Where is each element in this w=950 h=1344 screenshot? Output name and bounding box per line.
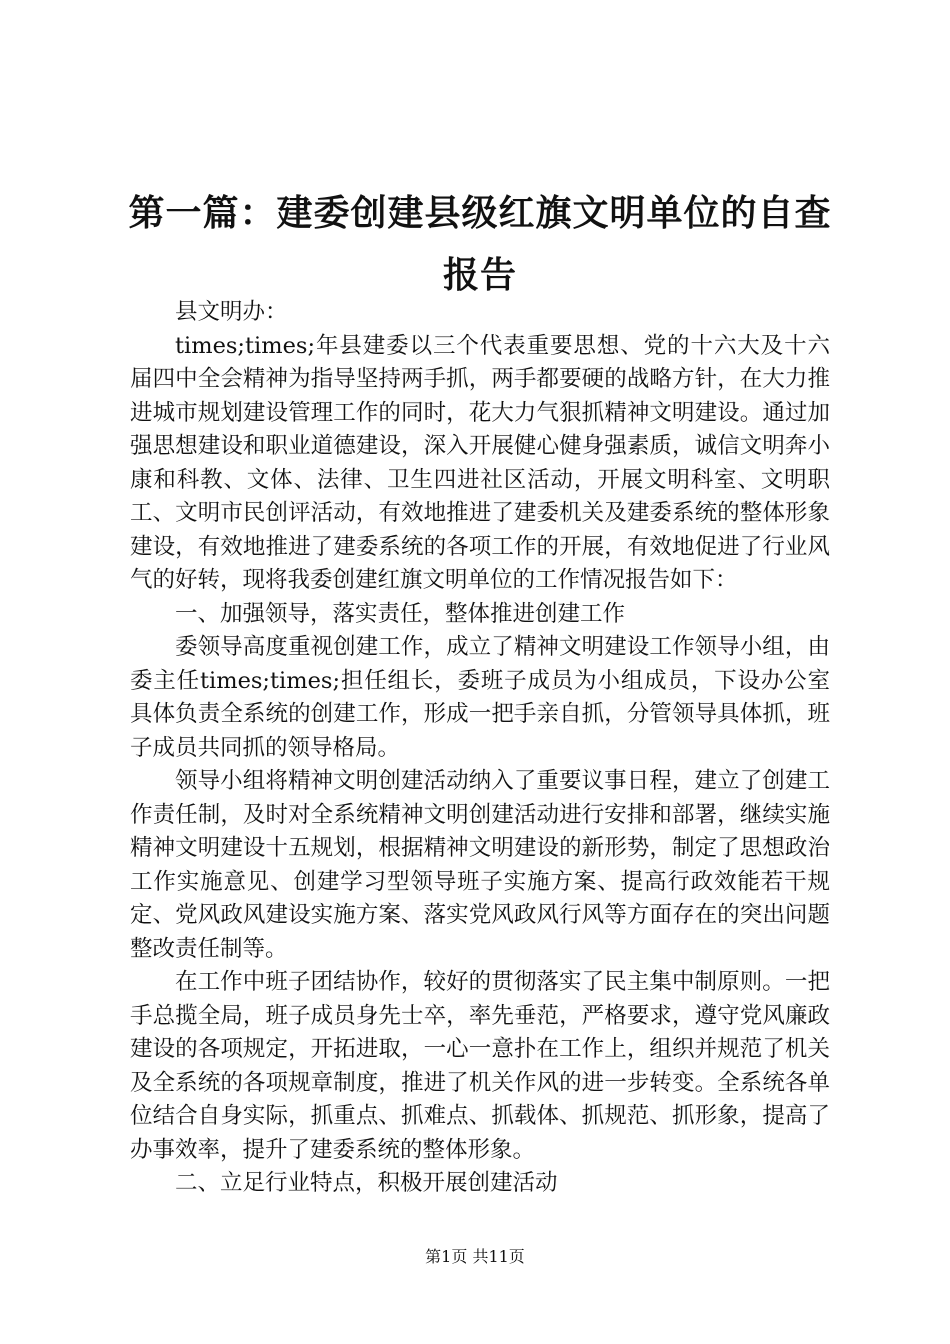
section-heading-2: 二、立足行业特点，积极开展创建活动 bbox=[175, 1170, 558, 1196]
paragraph-intro: times;times;年县建委以三个代表重要思想、党的十六大及十六届四中全会精神为指导坚持两手抓，两手都要硬的战略方针，在大力推进城市规划建设管理工作的同时，花大力气狠抓精神文明建设。通过加强思想建设和职业道德建设，深入开展健心健身强素质，诚信文明奔小康和科教、文体、法律、卫生四进社区活动，开展文明科室、文明职工、文明市民创评活动，有效地推进了建委机关及建委系统的整体形象建设，有效地推进了建委系统的各项工作的开展，有效地促进了行业风气的好转，现将我委创建红旗文明单位的工作情况报告如下： bbox=[130, 332, 830, 593]
document-title: 第一篇：建委创建县级红旗文明单位的自查报告 bbox=[128, 192, 832, 296]
salutation: 县文明办： bbox=[175, 299, 288, 325]
document-body bbox=[130, 296, 830, 1201]
paragraph-leadership: 委领导高度重视创建工作，成立了精神文明建设工作领导小组，由委主任times;times;担任组长，委班子成员为小组成员，下设办公室具体负责全系统的创建工作，形成一把手亲自抓，分管领导具体抓，班子成员共同抓的领导格局。 bbox=[130, 634, 830, 761]
paragraph-responsibility: 领导小组将精神文明创建活动纳入了重要议事日程，建立了创建工作责任制，及时对全系统精神文明创建活动进行安排和部署，继续实施精神文明建设十五规划，根据精神文明建设的新形势，制定了思想政治工作实施意见、创建学习型领导班子实施方案、提高行政效能若干规定、党风政风建设实施方案、落实党风政风行风等方面存在的突出问题整改责任制等。 bbox=[130, 768, 830, 962]
page-number-footer: 第1页 共11页 bbox=[425, 1247, 525, 1266]
section-heading-1: 一、加强领导，落实责任，整体推进创建工作 bbox=[175, 600, 626, 627]
paragraph-teamwork: 在工作中班子团结协作，较好的贯彻落实了民主集中制原则。一把手总揽全局，班子成员身先士卒，率先垂范，严格要求，遵守党风廉政建设的各项规定，开拓进取，一心一意扑在工作上，组织并规范了机关及全系统的各项规章制度，推进了机关作风的进一步转变。全系统各单位结合自身实际，抓重点、抓难点、抓载体、抓规范、抓形象，提高了办事效率，提升了建委系统的整体形象。 bbox=[130, 969, 830, 1163]
